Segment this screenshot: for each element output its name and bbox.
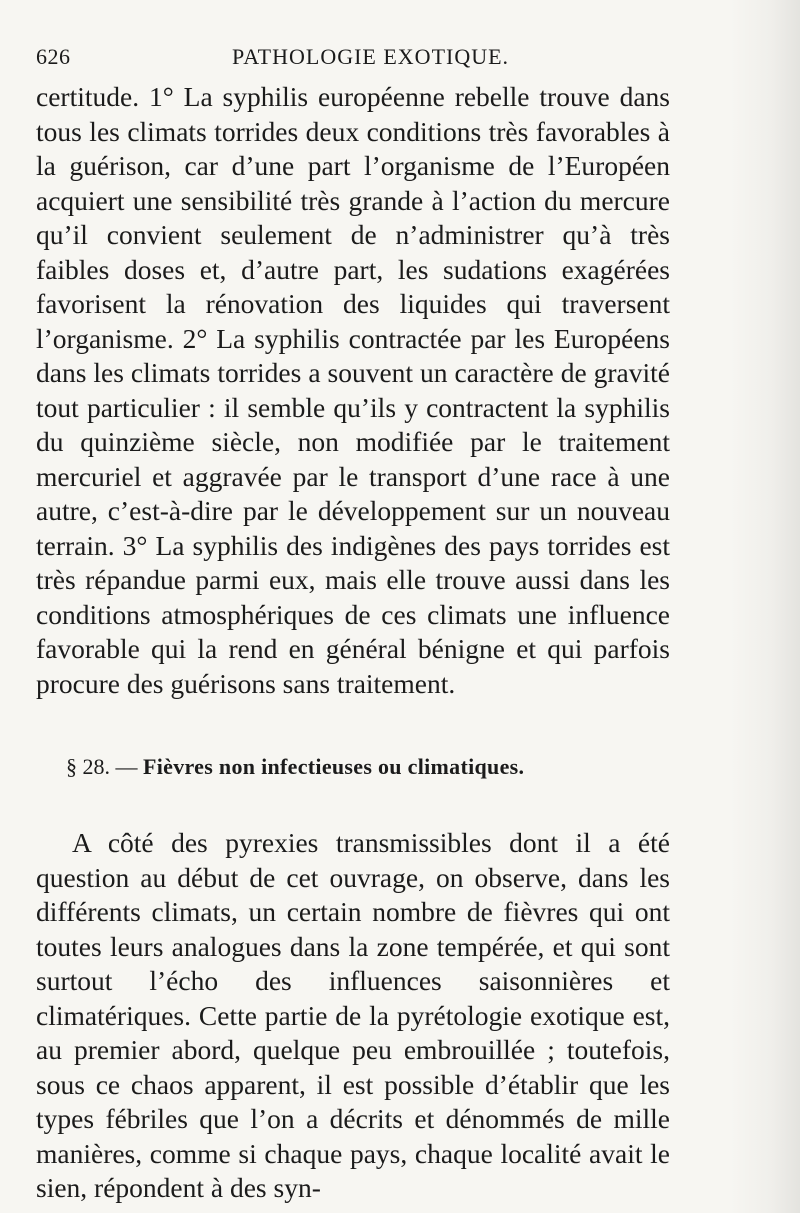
running-title: PATHOLOGIE EXOTIQUE. (232, 44, 510, 69)
paragraph-syphilis (36, 80, 670, 701)
paragraph-text: A côté des pyrexies transmissibles dont il a été question au début de cet ouvrage, on observe, dans les différents climats, un certain nombre de fièvres qui ont toutes leurs analogues dans la zone tempérée, et qui sont surtout l’écho des influences saisonnières et climatériques. Cette partie de la pyrétologie exotique est, au premier abord, quelque peu embrouillée ; toutefois, sous ce chaos apparent, il est possible d’établir que les types fébriles que l’on a décrits et dénommés de mille manières, comme si chaque pays, chaque localité avait le sien, répondent à des syn- (36, 827, 670, 1203)
paragraph-text: certitude. 1° La syphilis européenne rebelle trouve dans tous les climats torrides deux conditions très favorables à la guérison, car d’une part l’organisme de l’Européen acquiert une sensibilité très grande à l’action du mercure qu’il convient seulement de n’administrer qu’à très faibles doses et, d’autre part, les sudations exagérées favorisent la rénovation des liquides qui traversent l’organisme. 2° La syphilis contractée par les Européens dans les climats torrides a souvent un caractère de gravité tout particulier : il semble qu’ils y contractent la syphilis du quinzième siècle, non modifiée par le traitement mercuriel et aggravée par le transport d’une race à une autre, c’est-à-dire par le développement sur un nouveau terrain. 3° La syphilis des indigènes des pays torrides est très répandue parmi eux, mais elle trouve aussi dans les conditions atmosphériques de ces climats une influence favorable qui la rend en général bénigne et qui parfois procure des guérisons sans traitement. (36, 81, 670, 699)
page-edge-shadow (730, 0, 800, 1213)
page-header (36, 38, 676, 78)
section-number: § 28. — (66, 754, 138, 779)
section-title: Fièvres non infectieuses ou climatiques. (143, 754, 525, 779)
page-number: 626 (36, 44, 71, 69)
section-heading (66, 752, 666, 782)
paragraph-fevers (36, 826, 670, 1206)
